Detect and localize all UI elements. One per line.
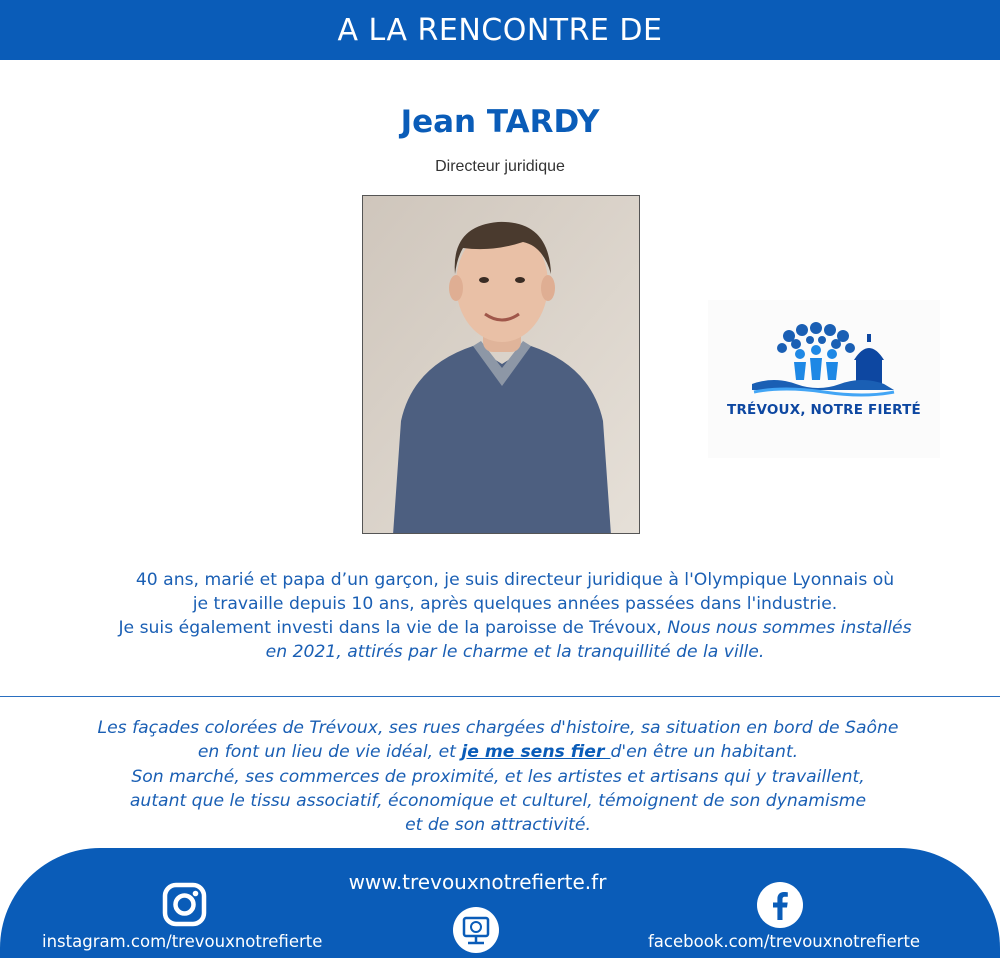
instagram-link[interactable]: instagram.com/trevouxnotrefierte	[42, 932, 323, 951]
person-role: Directeur juridique	[435, 158, 565, 175]
instagram-icon[interactable]	[162, 882, 207, 927]
logo-text: TRÉVOUX, NOTRE FIERTÉ	[727, 402, 921, 418]
quote-line: autant que le tissu associatif, économique et culturel, témoignent de son dynamisme	[129, 790, 867, 811]
section-divider	[0, 696, 1000, 697]
website-icon[interactable]	[452, 906, 500, 954]
bio-italic: Nous nous sommes installés	[667, 618, 912, 638]
bio-line: 40 ans, marié et papa d’un garçon, je suis directeur juridique à l'Olympique Lyonnais où	[135, 570, 895, 590]
quote-line: et de son attractivité.	[405, 815, 591, 836]
quote-line: Les façades colorées de Trévoux, ses rues chargées d'histoire, sa situation en bord de Saône	[97, 718, 899, 738]
quote-highlight: je me sens fier	[461, 742, 611, 763]
facebook-link[interactable]: facebook.com/trevouxnotrefierte	[648, 932, 921, 951]
trevoux-logo-icon	[744, 318, 904, 398]
bio-italic: en 2021, attirés par le charme et la tranquillité de la ville.	[265, 642, 765, 662]
portrait-photo	[362, 195, 640, 534]
facebook-icon[interactable]	[757, 882, 803, 928]
quote-text	[0, 716, 996, 837]
quote-line: Son marché, ses commerces de proximité, et les artistes et artisans qui y travaillent,	[131, 766, 865, 787]
bio-text	[40, 568, 990, 664]
bio-plain: Je suis également investi dans la vie de la paroisse de Trévoux,	[118, 618, 668, 638]
quote-fragment: d'en être un habitant.	[610, 742, 799, 763]
bio-line	[40, 616, 990, 640]
bio-line: je travaille depuis 10 ans, après quelques années passées dans l'industrie.	[192, 594, 838, 614]
bio-line	[40, 640, 990, 664]
person-name: Jean TARDY	[400, 104, 600, 140]
header-title: A LA RENCONTRE DE	[337, 12, 663, 48]
trevoux-logo	[708, 300, 940, 458]
quote-fragment: en font un lieu de vie idéal, et	[197, 742, 462, 763]
header-banner	[0, 0, 1000, 60]
website-link[interactable]: www.trevouxnotrefierte.fr	[348, 870, 607, 894]
quote-line	[0, 740, 996, 764]
